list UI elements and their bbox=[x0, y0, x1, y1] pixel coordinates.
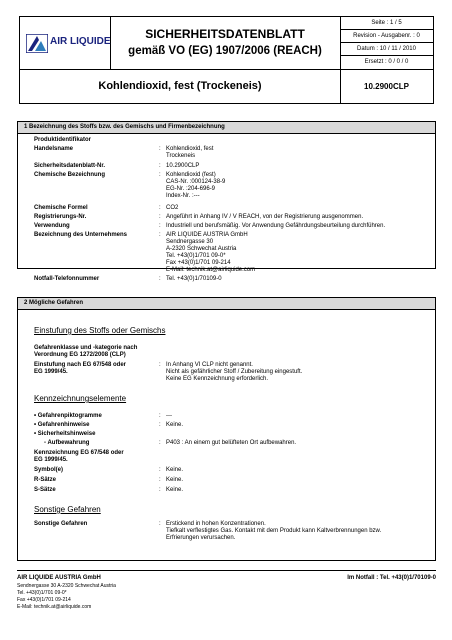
product-code: 10.2900CLP bbox=[364, 82, 409, 91]
unternehmen-value-1: AIR LIQUIDE AUSTRIA GmbH bbox=[166, 232, 248, 238]
colon: : bbox=[159, 521, 161, 527]
colon: : bbox=[159, 422, 161, 428]
r-saetze-value: Keine. bbox=[166, 477, 184, 483]
section-2-header: 2 Mögliche Gefahren bbox=[17, 297, 436, 310]
footer-divider bbox=[17, 570, 436, 571]
unternehmen-value-4: Tel. +43(0)1/701 09-0* bbox=[166, 253, 226, 259]
logo-cell bbox=[20, 17, 111, 69]
s-saetze-label: S-Sätze bbox=[34, 487, 56, 493]
product-name: Kohlendioxid, fest (Trockeneis) bbox=[98, 80, 262, 92]
kennzeichnung-eg-label-1: Kennzeichnung EG 67/548 oder bbox=[34, 450, 124, 456]
einstufung-eg-label-1: Einstufung nach EG 67/548 oder bbox=[34, 362, 127, 368]
r-saetze-label: R-Sätze bbox=[34, 477, 57, 483]
colon: : bbox=[159, 146, 161, 152]
footer-tel: Tel. +43(0)1/701 09-0* bbox=[17, 590, 67, 596]
unternehmen-value-5: Fax +43(0)1/701 09-214 bbox=[166, 260, 231, 266]
colon: : bbox=[159, 487, 161, 493]
sonstige-value-3: Erfrierungen verursachen. bbox=[166, 535, 236, 541]
aufbewahrung-label: - Aufbewahrung bbox=[44, 440, 90, 446]
meta-cell bbox=[340, 17, 433, 69]
sdb-nr-label: Sicherheitsdatenblatt-Nr. bbox=[34, 163, 106, 169]
chem-bez-value-2: CAS-Nr. :000124-38-9 bbox=[166, 179, 226, 185]
chem-bez-label: Chemische Bezeichnung bbox=[34, 172, 106, 178]
sonstige-value-2: Tiefkalt verflestigtes Gas. Kontakt mit dem Produkt kann Kaltverbrennungen bzw. bbox=[166, 528, 382, 534]
gefahrenhinweise-label: • Gefahrenhinweise bbox=[34, 422, 90, 428]
sicherheitshinweise-label: • Sicherheitshinweise bbox=[34, 431, 96, 437]
footer-fax: Fax +43(0)1/701 09-214 bbox=[17, 597, 71, 603]
gefahrenklasse-label-1: Gefahrenklasse und -kategorie nach bbox=[34, 345, 138, 351]
logo-text: AIR LIQUIDE bbox=[50, 36, 111, 47]
page-number: Seite : 1 / 5 bbox=[340, 17, 433, 30]
sonstige-heading: Sonstige Gefahren bbox=[34, 505, 101, 514]
footer-company: AIR LIQUIDE AUSTRIA GmbH bbox=[17, 575, 101, 581]
colon: : bbox=[159, 413, 161, 419]
notfall-value: Tel. +43(0)1/70109-0 bbox=[166, 276, 222, 282]
gefahrenklasse-label-2: Verordnung EG 1272/2008 (CLP) bbox=[34, 352, 126, 358]
chem-bez-value-1: Kohlendioxid (fest) bbox=[166, 172, 216, 178]
gefahrenhinweise-value: Keine. bbox=[166, 422, 184, 428]
document-title: SICHERHEITSDATENBLATT bbox=[145, 27, 305, 41]
chem-bez-value-3: EG-Nr. :204-696-9 bbox=[166, 186, 216, 192]
einstufung-eg-label-2: EG 1999/45. bbox=[34, 369, 68, 375]
unternehmen-label: Bezeichnung des Unternehmens bbox=[34, 232, 128, 238]
einstufung-eg-value-1: In Anhang VI CLP nicht genannt. bbox=[166, 362, 253, 368]
produktidentifikator-label: Produktidentifikator bbox=[34, 137, 92, 143]
piktogramme-value: --- bbox=[166, 413, 172, 419]
colon: : bbox=[159, 477, 161, 483]
handelsname-value-1: Kohlendioxid, fest bbox=[166, 146, 214, 152]
aufbewahrung-value: P403 : An einem gut belüfteten Ort aufbewahren. bbox=[166, 440, 297, 446]
piktogramme-label: • Gefahrenpiktogramme bbox=[34, 413, 102, 419]
header-box bbox=[19, 16, 434, 104]
chem-bez-value-4: Index-Nr. :--- bbox=[166, 193, 200, 199]
issue-date: Datum : 10 / 11 / 2010 bbox=[340, 43, 433, 56]
replaces-date: Ersetzt : 0 / 0 / 0 bbox=[364, 59, 409, 65]
air-liquide-logo-icon bbox=[26, 34, 48, 53]
verwendung-value: Industriell und berufsmäßig. Vor Anwendung Gefährdungsbeurteilung durchführen. bbox=[166, 223, 386, 229]
verwendung-label: Verwendung bbox=[34, 223, 70, 229]
formel-value: CO2 bbox=[166, 205, 179, 211]
document-subtitle: gemäß VO (EG) 1907/2006 (REACH) bbox=[128, 45, 322, 57]
handelsname-value-2: Trockeneis bbox=[166, 153, 196, 159]
s-saetze-value: Keine. bbox=[166, 487, 184, 493]
section-1-header: 1 Bezeichnung des Stoffs bzw. des Gemischs und Firmenbezeichnung bbox=[17, 121, 436, 134]
title-cell bbox=[110, 17, 341, 69]
unternehmen-value-2: Sendnergasse 30 bbox=[166, 239, 214, 245]
footer-email: E-Mail: technik.at@airliquide.com bbox=[17, 604, 92, 610]
footer-address: Sendnergasse 30 A-2320 Schwechat Austria bbox=[17, 583, 116, 589]
notfall-label: Notfall-Telefonnummer bbox=[34, 276, 100, 282]
unternehmen-value-6: E-Mail: technik.at@airliquide.com bbox=[166, 267, 256, 273]
einstufung-eg-value-3: Keine EG Kennzeichnung erforderlich. bbox=[166, 376, 269, 382]
footer-emergency-phone: Im Notfall : Tel. +43(0)1/70109-0 bbox=[347, 575, 436, 581]
kennzeichnung-eg-label-2: EG 1999/45. bbox=[34, 457, 68, 463]
colon: : bbox=[159, 232, 161, 238]
revision-number: Revision - Ausgabenr. : 0 bbox=[340, 30, 433, 43]
registrierung-label: Registrierungs-Nr. bbox=[34, 214, 87, 220]
colon: : bbox=[159, 163, 161, 169]
registrierung-value: Angeführt in Anhang IV / V REACH, von der Registrierung ausgenommen. bbox=[166, 214, 364, 220]
colon: : bbox=[159, 205, 161, 211]
symbol-label: Symbol(e) bbox=[34, 467, 64, 473]
sonstige-label: Sonstige Gefahren bbox=[34, 521, 88, 527]
colon: : bbox=[159, 440, 161, 446]
colon: : bbox=[159, 172, 161, 178]
colon: : bbox=[159, 276, 161, 282]
formel-label: Chemische Formel bbox=[34, 205, 88, 211]
colon: : bbox=[159, 362, 161, 368]
handelsname-label: Handelsname bbox=[34, 146, 74, 152]
einstufung-eg-value-2: Nicht als gefährlicher Stoff / Zubereitung eingestuft. bbox=[166, 369, 303, 375]
unternehmen-value-3: A-2320 Schwechat Austria bbox=[166, 246, 237, 252]
colon: : bbox=[159, 214, 161, 220]
sonstige-value-1: Erstickend in hohen Konzentrationen. bbox=[166, 521, 266, 527]
colon: : bbox=[159, 467, 161, 473]
symbol-value: Keine. bbox=[166, 467, 184, 473]
einstufung-heading: Einstufung des Stoffs oder Gemischs bbox=[34, 326, 166, 335]
product-row bbox=[20, 69, 433, 104]
colon: : bbox=[159, 223, 161, 229]
sdb-nr-value: 10.2900CLP bbox=[166, 163, 200, 169]
kennzeichnung-heading: Kennzeichnungselemente bbox=[34, 394, 127, 403]
